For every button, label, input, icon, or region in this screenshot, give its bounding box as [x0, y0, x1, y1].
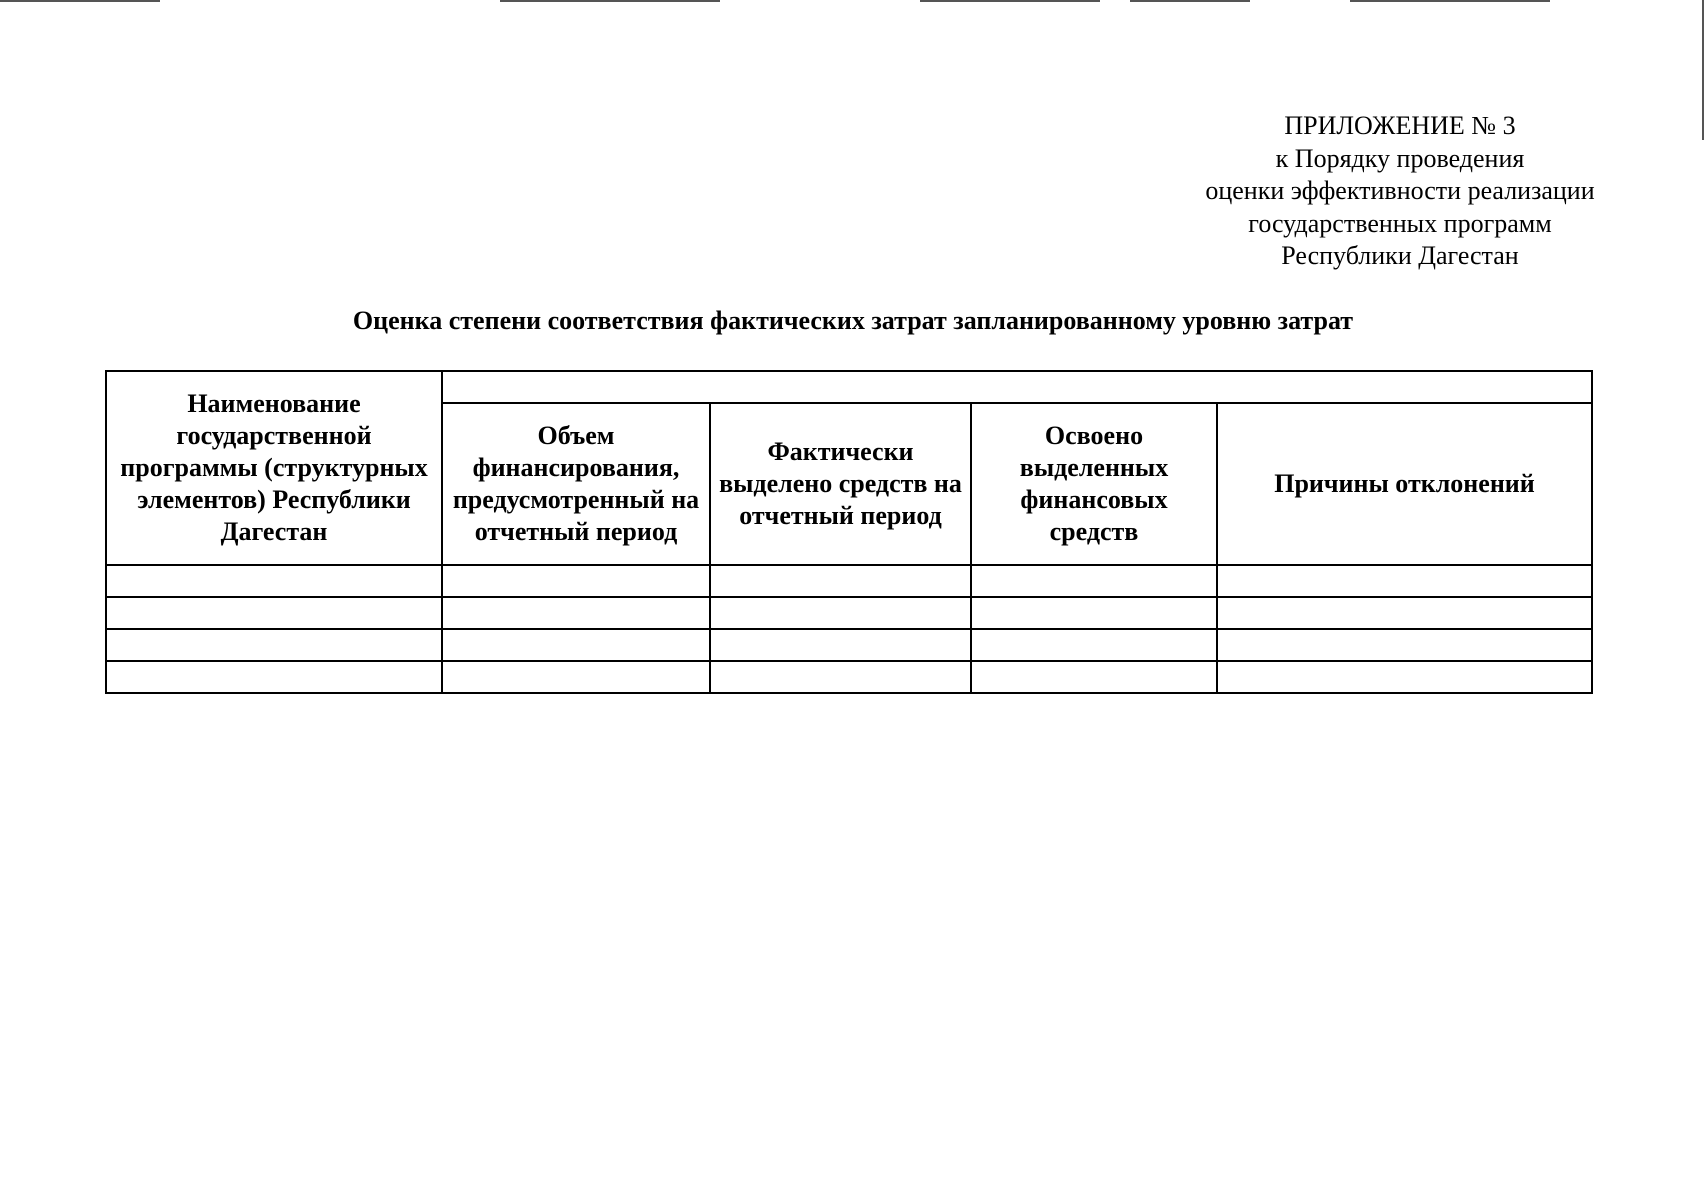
column-header-allocated-funds: Фактически выделено средств на отчетный период — [710, 403, 971, 565]
column-header-program-name: Наименование государственной программы (структурных элементов) Республики Дагестан — [106, 371, 442, 565]
cost-assessment-table — [105, 370, 1593, 694]
table-cell — [1217, 597, 1592, 629]
table-cell — [971, 629, 1217, 661]
appendix-line: ПРИЛОЖЕНИЕ № 3 — [1284, 111, 1516, 140]
table-cell — [442, 565, 710, 597]
table-cell — [106, 661, 442, 693]
table-header-row — [106, 371, 1592, 403]
column-header-deviation-reasons: Причины отклонений — [1217, 403, 1592, 565]
table-cell — [1217, 565, 1592, 597]
scan-edge-mark — [920, 0, 1100, 2]
appendix-line: Республики Дагестан — [1281, 241, 1519, 270]
table-cell — [971, 597, 1217, 629]
table-row — [106, 597, 1592, 629]
appendix-header — [1150, 110, 1650, 273]
table-cell — [710, 565, 971, 597]
table-cell — [106, 565, 442, 597]
document-title: Оценка степени соответствия фактических затрат запланированному уровню затрат — [352, 306, 1354, 335]
scan-edge-mark — [1702, 0, 1704, 140]
scan-edge-mark — [0, 0, 160, 2]
scan-edge-mark — [1130, 0, 1250, 2]
appendix-line: к Порядку проведения — [1275, 143, 1525, 173]
table-cell — [1217, 629, 1592, 661]
table-cell — [710, 629, 971, 661]
table-row — [106, 565, 1592, 597]
table-cell — [710, 661, 971, 693]
group-header-cell — [442, 371, 1592, 403]
table-cell — [971, 661, 1217, 693]
table-cell — [1217, 661, 1592, 693]
table-cell — [710, 597, 971, 629]
appendix-line: оценки эффективности реализации — [1205, 176, 1595, 205]
table-cell — [971, 565, 1217, 597]
table-cell — [442, 629, 710, 661]
column-header-planned-funding: Объем финансирования, предусмотренный на отчетный период — [442, 403, 710, 565]
table-cell — [442, 597, 710, 629]
column-header-spent-funds: Освоено выделенных финансовых средств — [971, 403, 1217, 565]
scan-edge-mark — [500, 0, 720, 2]
scan-edge-mark — [1350, 0, 1550, 2]
table-row — [106, 661, 1592, 693]
table-cell — [106, 597, 442, 629]
appendix-line: государственных программ — [1248, 208, 1552, 238]
table-cell — [442, 661, 710, 693]
table-row — [106, 629, 1592, 661]
table-cell — [106, 629, 442, 661]
